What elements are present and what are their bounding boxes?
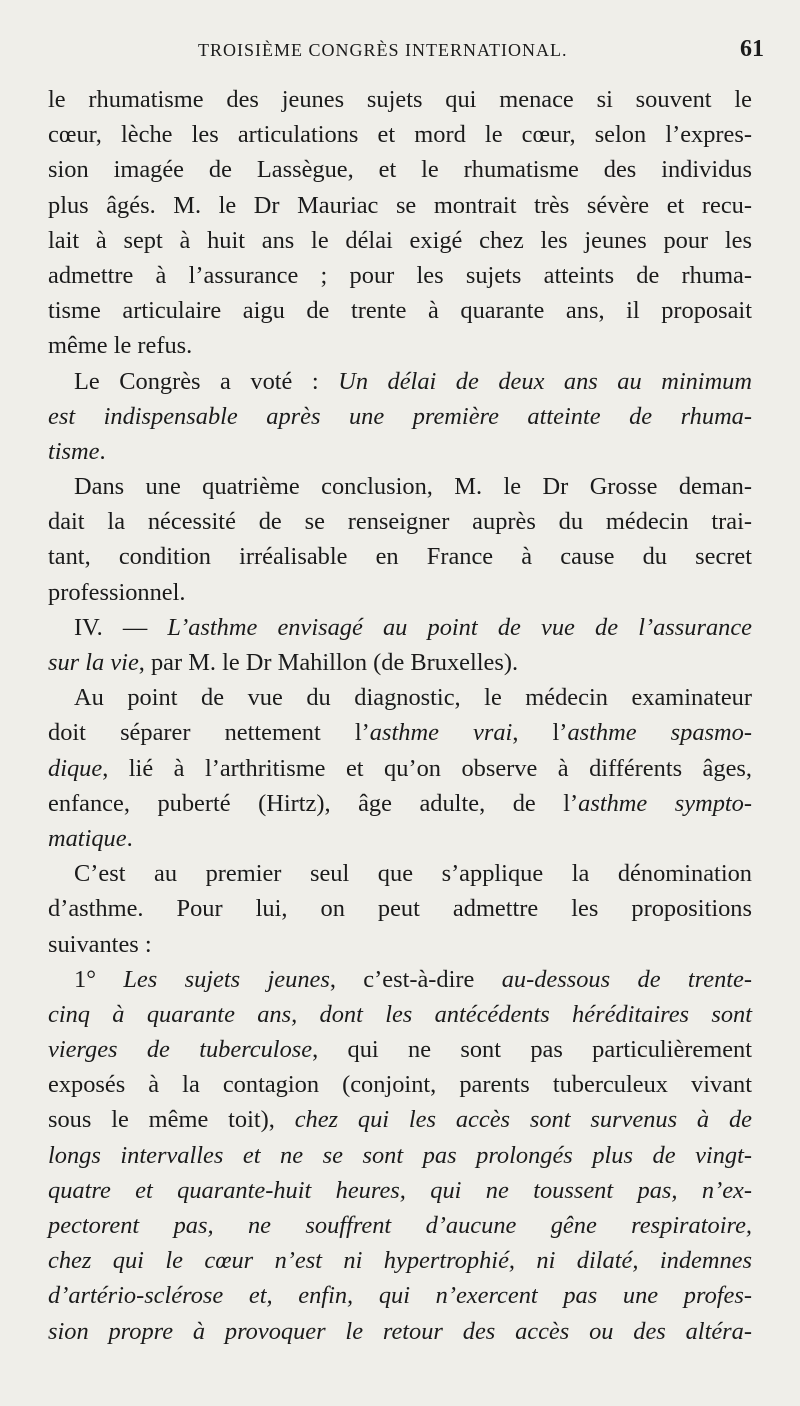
text-line bbox=[48, 364, 752, 399]
italic-text: est indispensable après une première atteinte de rhuma- bbox=[48, 402, 752, 430]
italic-text: tisme bbox=[48, 437, 100, 465]
italic-text: d’artério-sclérose et, enfin, qui n’exercent pas une profes- bbox=[48, 1282, 752, 1310]
text-line bbox=[48, 751, 752, 786]
text-segment: , c’est-à-dire bbox=[329, 965, 502, 993]
text-line bbox=[48, 645, 752, 680]
text-line bbox=[48, 504, 752, 539]
text-segment: enfance, puberté (Hirtz), âge adulte, de l’ bbox=[48, 789, 579, 817]
text-line bbox=[48, 328, 752, 363]
text-line bbox=[48, 293, 752, 328]
italic-text: asthme vrai bbox=[369, 719, 513, 747]
italic-text: sion propre à provoquer le retour des accès ou des altéra- bbox=[48, 1317, 752, 1345]
text-line bbox=[48, 610, 752, 645]
text-line bbox=[48, 82, 752, 117]
text-segment: exposés à la contagion (conjoint, parents tuberculeux vivant bbox=[48, 1071, 752, 1099]
italic-text: Les sujets jeunes bbox=[123, 965, 330, 993]
text-segment: plus âgés. M. le Dr Mauriac se montrait très sévère et recu- bbox=[48, 191, 752, 219]
text-segment: même le refus. bbox=[48, 332, 193, 360]
text-line bbox=[48, 856, 752, 891]
text-line bbox=[48, 188, 752, 223]
text-segment: , qui ne sont pas particulièrement bbox=[312, 1036, 752, 1064]
italic-text: L’asthme envisagé au point de vue de l’assurance bbox=[167, 613, 753, 641]
text-segment: Dans une quatrième conclusion, M. le Dr Grosse deman- bbox=[74, 473, 752, 501]
italic-text: asthme spasmo- bbox=[567, 719, 752, 747]
body-text bbox=[48, 82, 752, 1349]
text-segment: , lié à l’arthritisme et qu’on observe à différents âges, bbox=[102, 754, 752, 782]
text-line bbox=[48, 575, 752, 610]
text-segment: le rhumatisme des jeunes sujets qui menace si souvent le bbox=[48, 86, 752, 113]
text-line bbox=[48, 152, 752, 187]
text-line bbox=[48, 962, 752, 997]
text-segment: tisme articulaire aigu de trente à quarante ans, il proposait bbox=[48, 297, 752, 325]
text-line bbox=[48, 997, 752, 1032]
text-line bbox=[48, 469, 752, 504]
page-header bbox=[0, 36, 800, 76]
text-segment: tant, condition irréalisable en France à cause du secret bbox=[48, 543, 752, 571]
italic-text: cinq à quarante ans, dont les antécédents héréditaires sont bbox=[48, 1000, 752, 1028]
text-line bbox=[48, 786, 752, 821]
text-line bbox=[48, 223, 752, 258]
text-segment: IV. — bbox=[74, 613, 168, 641]
text-segment: Au point de vue du diagnostic, le médecin examinateur bbox=[74, 684, 752, 712]
text-segment: . bbox=[99, 437, 106, 465]
text-line bbox=[48, 1314, 752, 1349]
text-line bbox=[48, 399, 752, 434]
text-line bbox=[48, 715, 752, 750]
page-number: 61 bbox=[740, 36, 764, 62]
text-segment: admettre à l’assurance ; pour les sujets atteints de rhuma- bbox=[48, 261, 752, 289]
italic-text: asthme sympto- bbox=[578, 789, 752, 817]
text-segment: cœur, lèche les articulations et mord le cœur, selon l’expres- bbox=[48, 121, 752, 149]
text-segment: sion imagée de Lassègue, et le rhumatisme des individus bbox=[48, 156, 752, 184]
italic-text: pectorent pas, ne souffrent d’aucune gêne respiratoire, bbox=[48, 1212, 752, 1239]
text-segment: professionnel. bbox=[48, 578, 186, 606]
text-segment: dait la nécessité de se renseigner auprès du médecin trai- bbox=[48, 508, 752, 536]
text-segment: doit séparer nettement l’ bbox=[48, 719, 370, 747]
text-line bbox=[48, 1067, 752, 1102]
text-line bbox=[48, 1278, 752, 1313]
text-line bbox=[48, 821, 752, 856]
italic-text: Un délai de deux ans au minimum bbox=[338, 367, 752, 395]
text-line bbox=[48, 1208, 752, 1243]
italic-text: chez qui les accès sont survenus à de bbox=[294, 1106, 752, 1134]
text-line bbox=[48, 1032, 752, 1067]
italic-text: longs intervalles et ne se sont pas prolongés plus de vingt- bbox=[48, 1141, 752, 1169]
italic-text: dique bbox=[48, 754, 103, 782]
text-line bbox=[48, 117, 752, 152]
text-line bbox=[48, 434, 752, 469]
text-segment: C’est au premier seul que s’applique la dénomination bbox=[74, 860, 752, 888]
text-segment: 1° bbox=[74, 965, 124, 993]
text-segment: . bbox=[126, 824, 133, 852]
italic-text: chez qui le cœur n’est ni hypertrophié, ni dilaté, indemnes bbox=[48, 1247, 752, 1275]
text-line bbox=[48, 1102, 752, 1137]
text-segment: d’asthme. Pour lui, on peut admettre les propositions bbox=[48, 895, 752, 923]
text-line bbox=[48, 1243, 752, 1278]
running-title: TROISIÈME CONGRÈS INTERNATIONAL. bbox=[198, 40, 568, 60]
italic-text: au-dessous de trente- bbox=[501, 965, 752, 993]
text-line bbox=[48, 680, 752, 715]
text-line bbox=[48, 258, 752, 293]
text-segment: lait à sept à huit ans le délai exigé chez les jeunes pour les bbox=[48, 226, 752, 254]
text-line bbox=[48, 539, 752, 574]
text-line bbox=[48, 1173, 752, 1208]
text-segment: suivantes : bbox=[48, 930, 152, 958]
italic-text: quatre et quarante-huit heures, qui ne toussent pas, n’ex- bbox=[48, 1176, 752, 1204]
italic-text: sur la vie bbox=[48, 649, 139, 676]
italic-text: vierges de tuberculose bbox=[48, 1036, 313, 1064]
italic-text: matique bbox=[48, 824, 127, 852]
text-segment: Le Congrès a voté : bbox=[74, 367, 339, 395]
text-segment: sous le même toit), bbox=[48, 1106, 295, 1134]
text-segment: , l’ bbox=[512, 719, 568, 747]
text-line bbox=[48, 891, 752, 926]
text-line bbox=[48, 1138, 752, 1173]
text-segment: , par M. le Dr Mahillon (de Bruxelles). bbox=[138, 649, 519, 676]
text-line bbox=[48, 927, 752, 962]
